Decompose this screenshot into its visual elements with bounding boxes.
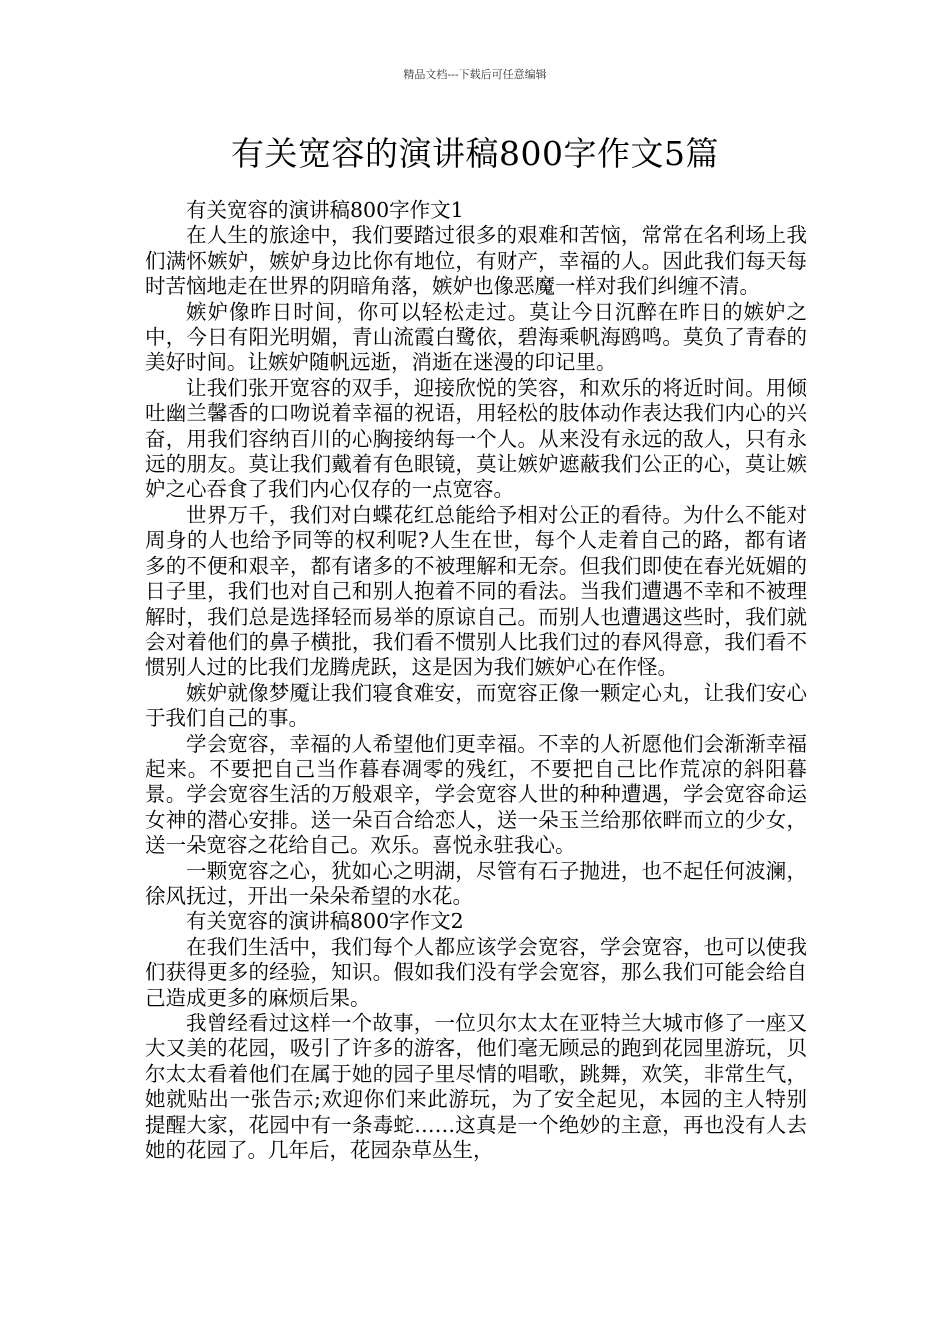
paragraph: 一颗宽容之心，犹如心之明湖，尽管有石子抛进，也不起任何波澜，徐风抚过，开出一朵朵希望的水花。 [145,858,807,908]
section-heading-2: 有关宽容的演讲稿800字作文2 [186,909,464,934]
paragraph: 嫉妒像昨日时间，你可以轻松走过。莫让今日沉醉在昨日的嫉妒之中，今日有阳光明媚，青山流霞白鹭依，碧海乘帆海鸥鸣。莫负了青春的美好时间。让嫉妒随帆远逝，消逝在迷漫的印记里。 [145,299,807,375]
paragraph: 学会宽容，幸福的人希望他们更幸福。不幸的人祈愿他们会渐渐幸福起来。不要把自己当作暮春凋零的残红，不要把自己比作荒凉的斜阳暮景。学会宽容生活的万般艰辛，学会宽容人世的种种遭遇，学会宽容命运女神的潜心安排。送一朵百合给恋人，送一朵玉兰给那依畔而立的少女，送一朵宽容之花给自己。欢乐。喜悦永驻我心。 [145,731,807,858]
document-body [145,198,807,1163]
paragraph: 世界万千，我们对白蝶花红总能给予相对公正的看待。为什么不能对周身的人也给予同等的权利呢?人生在世，每个人走着自己的路，都有诸多的不便和艰辛，都有诸多的不被理解和无奈。但我们即使在春光妩媚的日子里，我们也对自己和别人抱着不同的看法。当我们遭遇不幸和不被理解时，我们总是选择轻而易举的原谅自己。而别人也遭遇这些时，我们就会对着他们的鼻子横批，我们看不惯别人比我们过的春风得意，我们看不惯别人过的比我们龙腾虎跃，这是因为我们嫉妒心在作怪。 [145,502,807,680]
section-heading-1: 有关宽容的演讲稿800字作文1 [186,198,464,222]
document-title: 有关宽容的演讲稿800字作文5篇 [231,134,719,173]
paragraph: 嫉妒就像梦魇让我们寝食难安，而宽容正像一颗定心丸，让我们安心于我们自己的事。 [145,680,807,731]
paragraph: 在我们生活中，我们每个人都应该学会宽容，学会宽容，也可以使我们获得更多的经验，知识。假如我们没有学会宽容，那么我们可能会给自己造成更多的麻烦后果。 [145,934,807,1010]
paragraph: 在人生的旅途中，我们要踏过很多的艰难和苦恼，常常在名利场上我们满怀嫉妒，嫉妒身边比你有地位，有财产，幸福的人。因此我们每天每时苦恼地走在世界的阴暗角落，嫉妒也像恶魔一样对我们纠缠不清。 [145,223,807,299]
page-header: 精品文档---下载后可任意编辑 [403,68,547,81]
paragraph: 我曾经看过这样一个故事，一位贝尔太太在亚特兰大城市修了一座又大又美的花园，吸引了许多的游客，他们毫无顾忌的跑到花园里游玩，贝尔太太看着他们在属于她的园子里尽情的唱歌，跳舞，欢笑，非常生气，她就贴出一张告示;欢迎你们来此游玩，为了安全起见，本园的主人特别提醒大家，花园中有一条毒蛇……这真是一个绝妙的主意，再也没有人去她的花园了。几年后，花园杂草丛生， [145,1011,807,1163]
paragraph: 让我们张开宽容的双手，迎接欣悦的笑容，和欢乐的将近时间。用倾吐幽兰馨香的口吻说着幸福的祝语，用轻松的肢体动作表达我们内心的兴奋，用我们容纳百川的心胸接纳每一个人。从来没有永远的敌人，只有永远的朋友。莫让我们戴着有色眼镜，莫让嫉妒遮蔽我们公正的心，莫让嫉妒之心吞食了我们内心仅存的一点宽容。 [145,375,807,502]
